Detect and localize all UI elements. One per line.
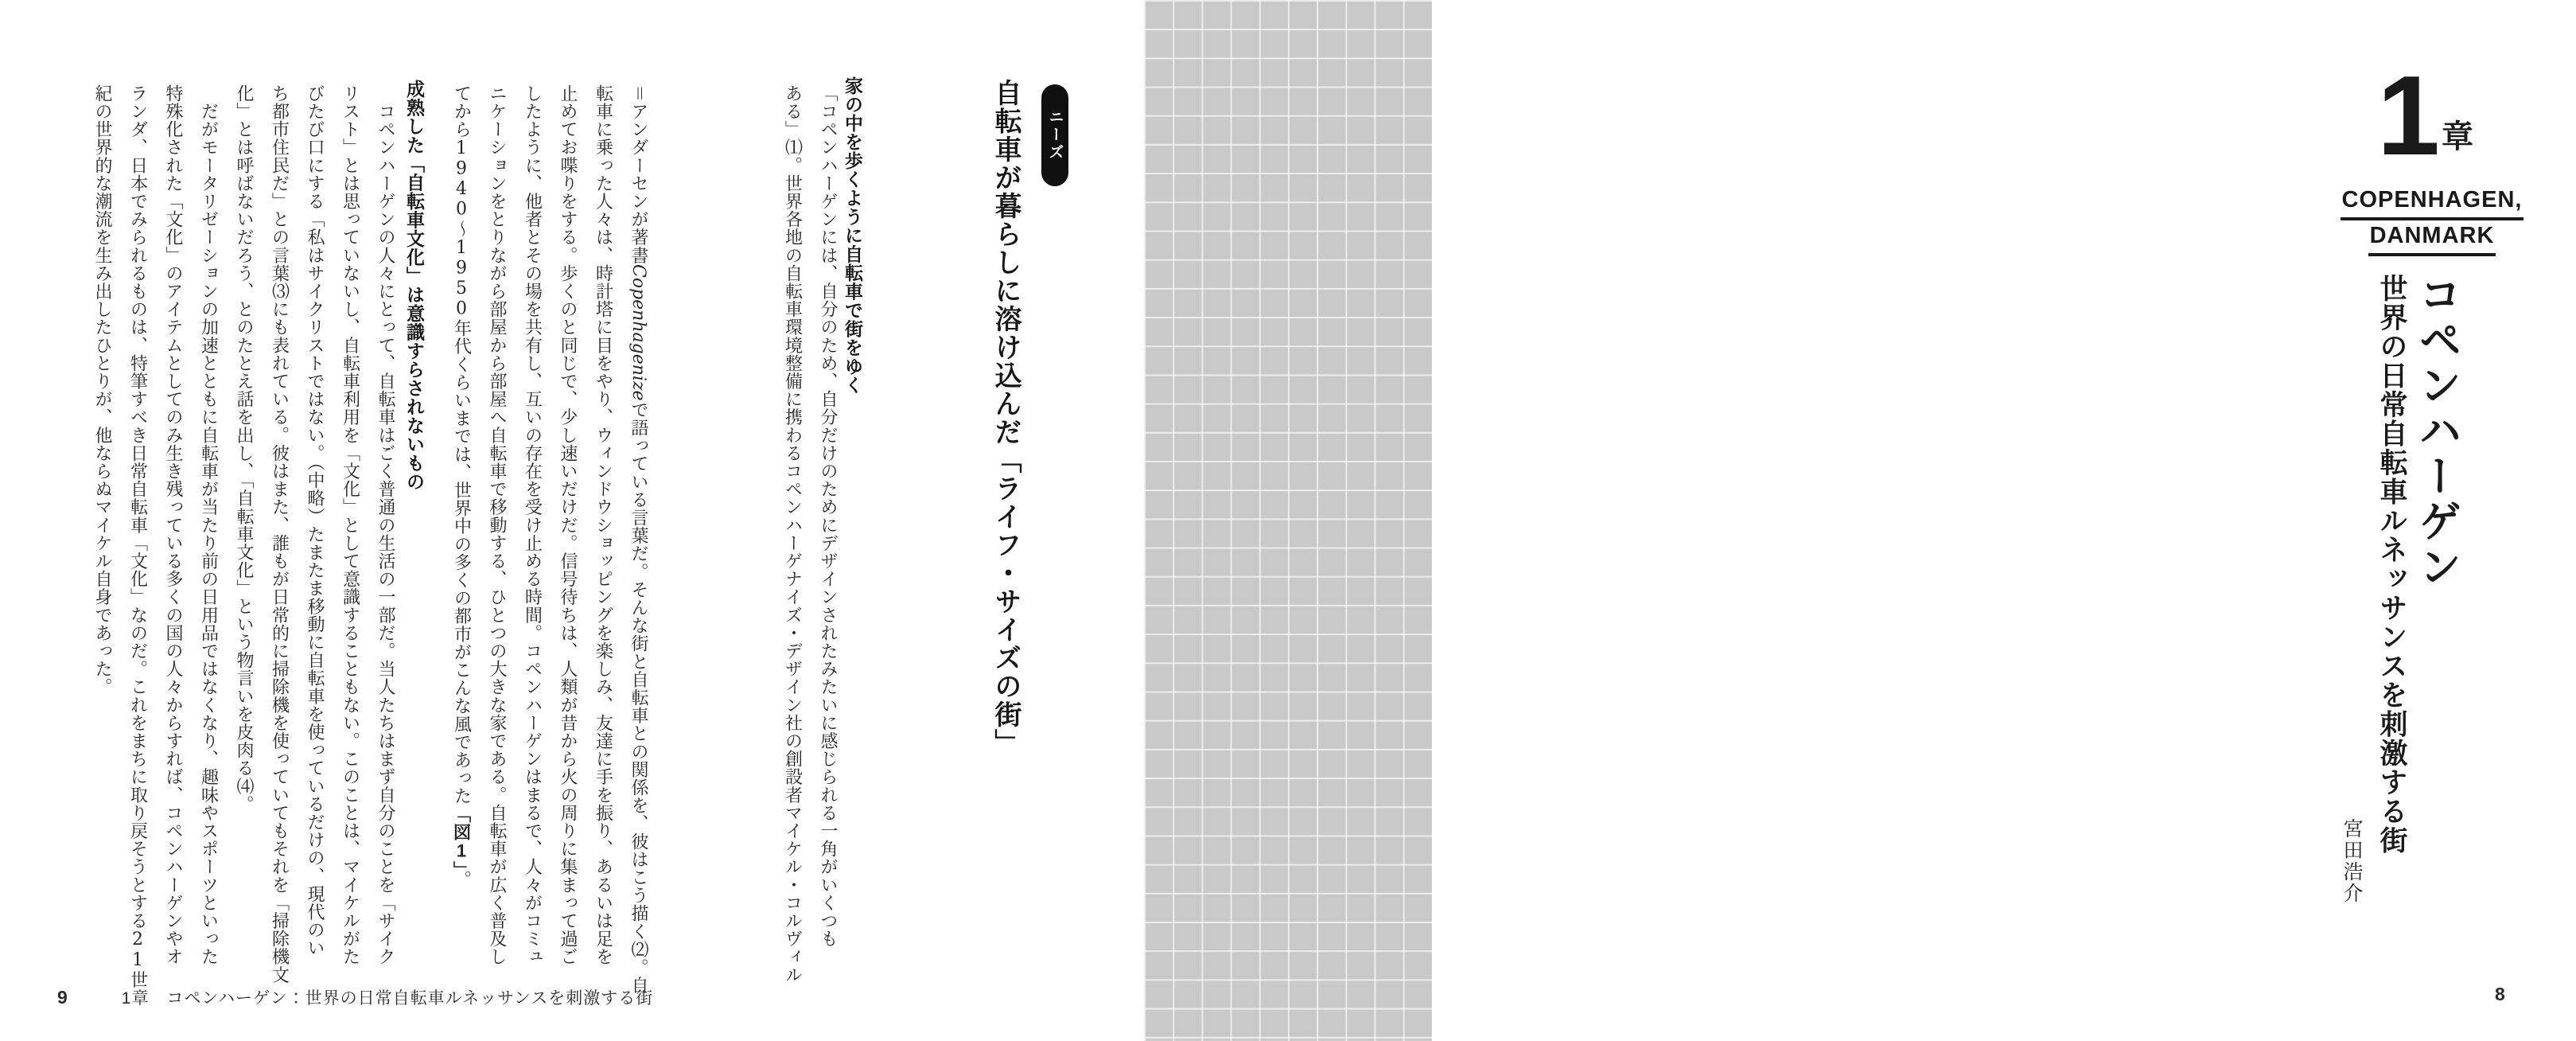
text-column: ち都市住民だ」との言葉⑶にも表れている。彼はまた、誰もが日常的に掃除機を使っていてもそれを「掃除機文 [269,84,290,984]
text-column: だがモータリゼーションの加速とともに自転車が当たり前の日用品ではなくなり、趣味やスポーツといった [198,84,219,966]
text-column: 化」とは呼ばないだろう、とのたとえ話を出し、「自転車文化」という物言いを皮肉る⑷。 [234,84,254,813]
text-run: で語っている言葉だ。そんな街と自転車との関係を、彼はこう描く⑵。自 [628,400,648,995]
text-column [443,84,479,957]
epigraph-paragraph [773,84,845,984]
text-column: ある」⑴。世界各地の自転車環境整備に携わるコペンハーゲナイズ・デザイン社の創設者マイケル・コルヴィル [782,84,803,984]
text-run: ＝アンダーセンが著書 [628,84,648,264]
chapter-opener-page [1144,0,2523,1041]
body-paragraph-1 [442,84,656,995]
text-column: コペンハーゲンの人々にとって、自転車はごく普通の生活の一部だ。当人たちはまず自分のことを「サイク [376,84,395,966]
author-name: 宮田浩介 [2341,818,2363,904]
text-column: 転車に乗った人々は、時計塔に目をやり、ウィンドウショッピングを楽しみ、友達に手を振り、あるいは足を [593,84,613,966]
chapter-subtitle-japanese: 世界の日常自転車ルネッサンスを刺激する街 [2376,274,2407,855]
page-number-left: 9 [57,987,68,1008]
chapter-number-suffix: 章 [2441,119,2473,154]
text-column: ニケーションをとりながら部屋から部屋へ自転車で移動する、ひとつの大きな家である。自転車が広く普及し [487,84,507,966]
text-column [621,84,656,995]
book-title-italic: Copenhagenize [628,264,648,401]
text-column: 特殊化された「文化」のアイテムとしてのみ生き残っている多くの国の人々からすれば、コペンハーゲンやオ [163,84,183,966]
section-heading-2: 成熟した「自転車文化」は意識すらされないもの [404,80,425,491]
needs-badge-label: ニーズ [1046,109,1064,162]
text-column: 「コペンハーゲンには、自分のため、自分だけのためにデザインされたみたいに感じられる一角がいくつも [818,84,838,948]
body-paragraph-2 [91,84,403,988]
chapter-title-japanese: コペンハーゲン [2413,272,2461,590]
running-footer [57,985,653,1009]
text-column: 紀の世界的な潮流を生み出したひとりが、他ならぬマイケル自身であった。 [92,84,112,696]
section-headline: 自転車が暮らしに溶け込んだ「ライフ・サイズの街」 [990,79,1021,757]
chapter-number: 1 [2377,53,2437,179]
text-run: てから1940〜1950年代くらいまでは、世界中の多くの都市がこんな風であった [451,84,472,805]
running-title: 1章 コペンハーゲン：世界の日常自転車ルネッサンスを刺激する街 [121,989,654,1008]
chapter-title-en-line1: COPENHAGEN, [2341,185,2524,220]
text-run: 。 [451,870,472,889]
chapter-number-group [2377,53,2473,179]
needs-badge [1041,84,1068,186]
text-column: ランダ、日本でみられるものは、特筆すべき日常自転車「文化」なのだ。これをまちに取り戻そうとする21世 [127,84,148,988]
page-number-right: 8 [2495,984,2505,1004]
chapter-title-english [2288,185,2576,256]
chapter-title-en-line2: DANMARK [2368,220,2496,256]
figure-reference: 「図1」 [451,805,472,871]
sub-heading: 家の中を歩くように自転車で街をゆく [842,76,863,395]
text-column: 止めてお喋りをする。歩くのと同じで、少し速いだけだ。信号待ちは、人類が昔から火の周りに集まって過ご [558,84,578,966]
text-column: したように、他者とその場を共有し、互いの存在を受け止める時間。コペンハーゲンはまるで、人々がコミュ [522,84,543,966]
text-column: びたび口にする「私はサイクリストではない。（中略）たまたま移動に自転車を使っているだけの、現代のい [305,84,325,957]
text-column: リスト」とは思っていないし、自転車利用を「文化」として意識することもない。このことは、マイケルがた [340,84,360,966]
